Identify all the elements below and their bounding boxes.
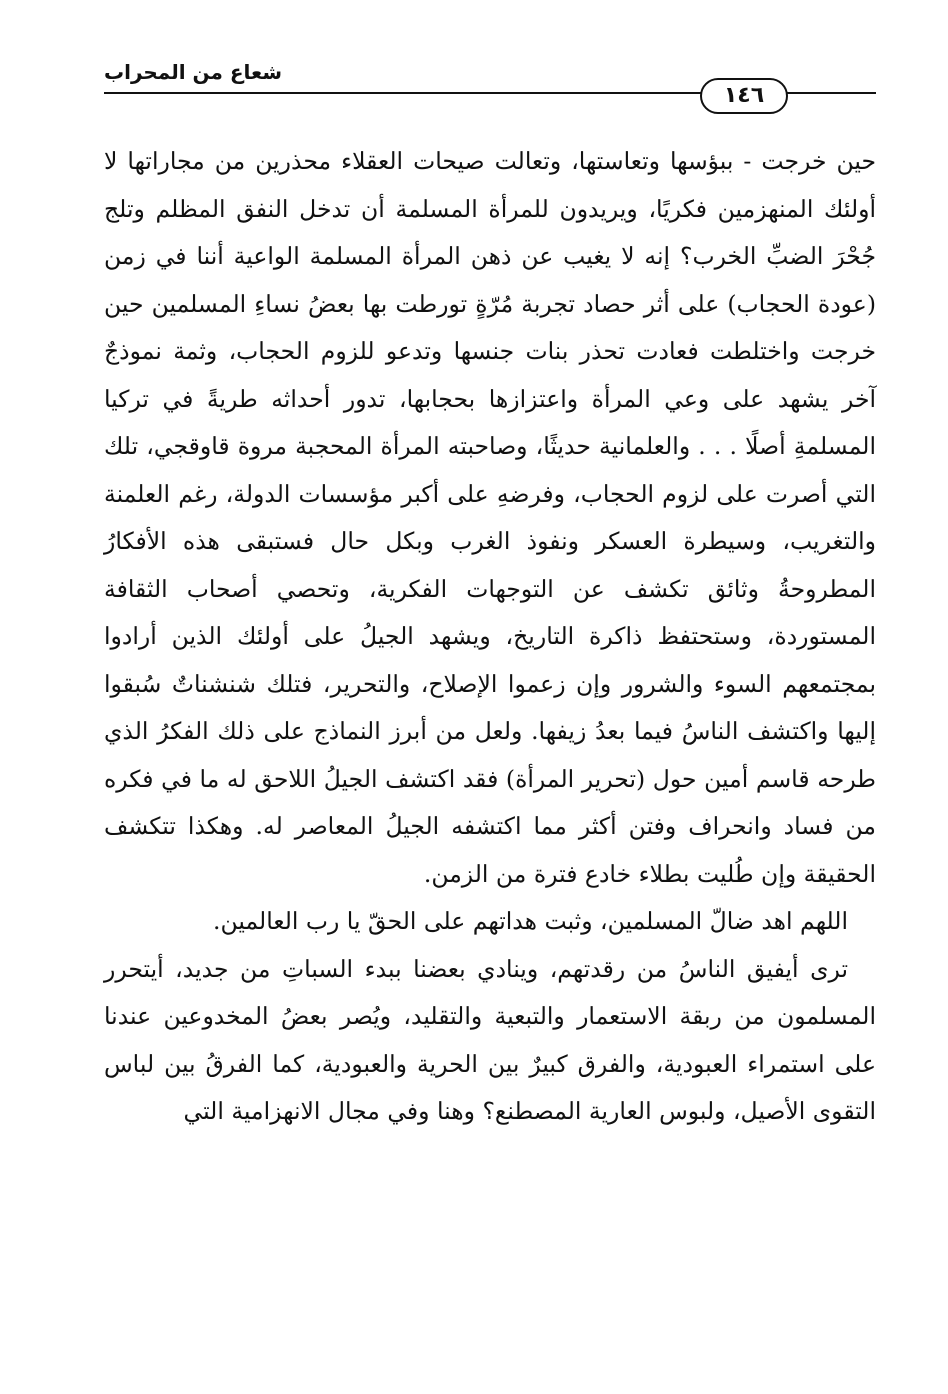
paragraph-main: حين خرجت - ببؤسها وتعاستها، وتعالت صيحات العقلاء محذرين من مجاراتها لا أولئك المنهزمين فكريًا، ويريدون للمرأة المسلمة أن تدخل النفق المظلم وتلج جُحْرَ الضبِّ الخرب؟ إنه لا يغيب عن ذهن المرأة المسلمة الواعية أننا في زمن (عودة الحجاب) على أثر حصاد تجربة مُرّةٍ تورطت بها بعضُ نساءِ المسلمين حين خرجت واختلطت فعادت تحذر بنات جنسها وتدعو للزوم الحجاب، وثمة نموذجٌ آخر يشهد على وعي المرأة واعتزازها بحجابها، تدور أحداثه طريةً في تركيا المسلمةِ أصلًا . . . والعلمانية حديثًا، وصاحبته المرأة المحجبة مروة قاوقجي، تلك التي أصرت على لزوم الحجاب، وفرضهِ على أكبر مؤسسات الدولة، رغم العلمنة والتغريب، وسيطرة العسكر ونفوذ الغرب وبكل حال فستبقى هذه الأفكارُ المطروحةُ وثائق تكشف عن التوجهات الفكرية، وتحصي أصحاب الثقافة المستوردة، وستحتفظ ذاكرة التاريخ، ويشهد الجيلُ على أولئك الذين أرادوا بمجتمعهم السوء والشرور وإن زعموا الإصلاح، والتحرير، فتلك شنشناتٌ سُبقوا إليها واكتشف الناسُ فيما بعدُ زيفها. ولعل من أبرز النماذج على ذلك الفكرُ الذي طرحه قاسم أمين حول (تحرير المرأة) فقد اكتشف الجيلُ اللاحق له ما في فكره من فساد وانحراف وفتن أكثر مما اكتشفه الجيلُ المعاصر له. وهكذا تتكشف الحقيقة وإن طُليت بطلاء خادع فترة من الزمن. bbox=[104, 147, 876, 888]
paragraph-prayer: اللهم اهد ضالّ المسلمين، وثبت هداتهم على الحقّ يا رب العالمين. bbox=[213, 907, 848, 935]
page-body bbox=[104, 138, 876, 1136]
page-number: ١٤٦ bbox=[700, 78, 788, 114]
paragraph-closing: ترى أيفيق الناسُ من رقدتهم، وينادي بعضنا ببدء السباتِ من جديد، أيتحرر المسلمون من ربقة الاستعمار والتبعية والتقليد، ويُصر بعضُ المخدوعين عندنا على استمراء العبودية، والفرق كبيرٌ بين الحرية والعبودية، كما الفرقُ بين لباس التقوى الأصيل، ولبوس العارية المصطنع؟ وهنا وفي مجال الانهزامية التي bbox=[104, 954, 876, 1125]
running-header-title: شعاع من المحراب bbox=[104, 60, 283, 84]
